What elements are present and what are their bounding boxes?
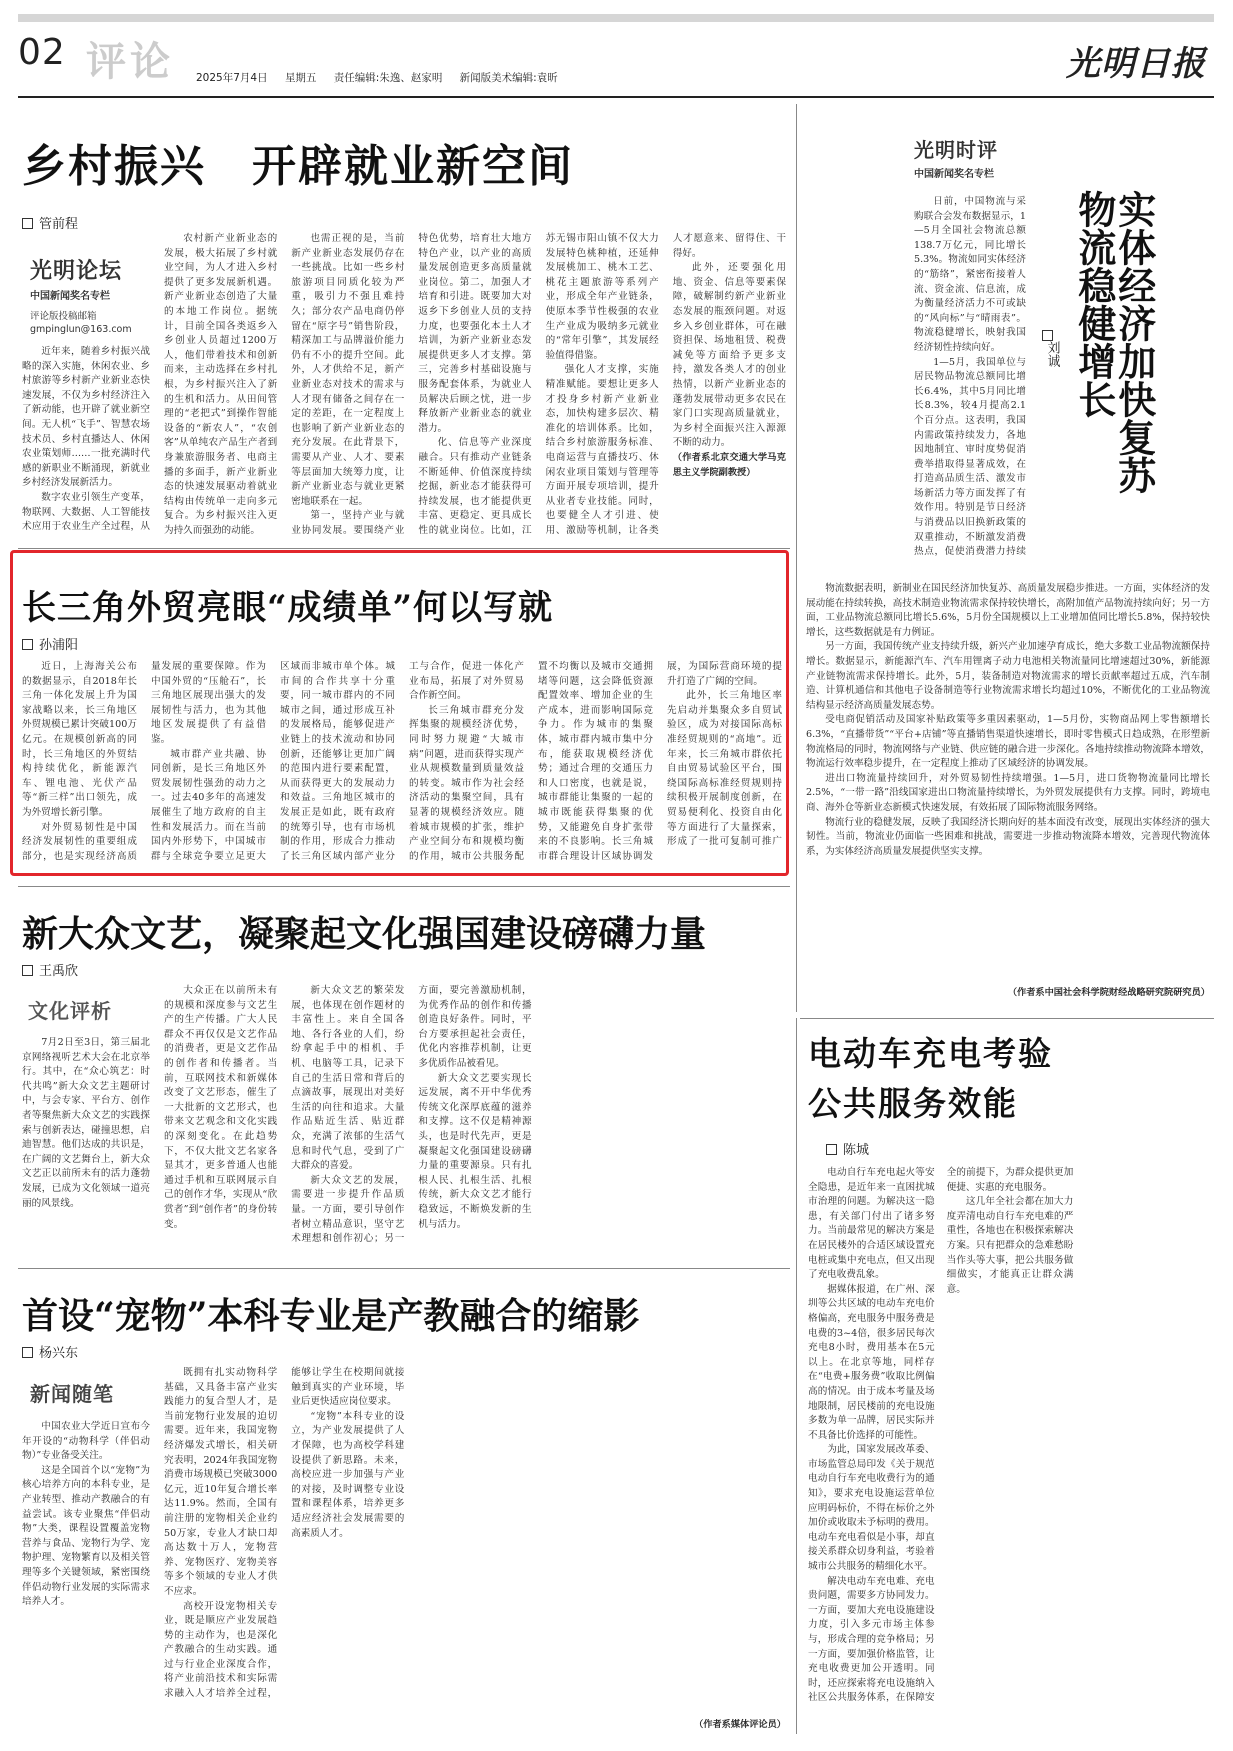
issue-info (196, 70, 572, 85)
article-2-para-1: 日前，中国物流与采购联合会发布数据显示，1—5月全国社会物流总额138.7万亿元，同比增长5.3%。物流如同实体经济的“筋络”，紧密衔接着人流、资金流、信息流，成为衡量经济活力不可或缺的“风向标”与“晴雨表”。物流稳健增长，映射我国经济韧性持续向好。 (914, 196, 1026, 353)
article-6-signature-block (164, 1718, 786, 1734)
article-3-author: 孙浦阳 (22, 634, 78, 653)
forum-column-title: 光明论坛 (30, 259, 123, 284)
section-title: 评论 (86, 38, 174, 85)
article-4-para-5: 新大众文艺要实现长远发展，离不开中华优秀传统文化深厚底蕴的滋养和支撑。这不仅是精神源头，也是时代先声，更是凝聚起文化强国建设磅礴力量的重要源泉。只有扎根人民、扎根生活、扎根传统，新大众文艺才能行稳致远，不断焕发新的生机与活力。 (418, 1072, 532, 1230)
article-5-para-3: 为此，国家发展改革委、市场监管总局印发《关于规范电动自行车充电收费行为的通知》，要求充电设施运营单位应明码标价，不得在标价之外加价或收取未予标明的费用。电动车充电看似是小事，却直接关系群众切身利益，考验着城市公共服务的精细化水平。 (808, 1444, 935, 1573)
article-6-para-1: 中国农业大学近日宣布今年开设的“动物科学（伴侣动物）”专业备受关注。 (22, 1421, 150, 1462)
article-5-body (808, 1166, 1212, 1732)
article-1-body (164, 232, 786, 544)
article-4-para-1: 7月2日至3日，第三届北京网络视听艺术大会在北京举行。其中，在“众心筑艺：时代共鸣”新大众文艺主题研讨中，与会专家、平台方、创作者等聚焦新大众文艺的实践探索与创新表达，碰撞思想，启迪智慧。他们达成的共识是，在广阔的文艺舞台上，新大众文艺正以前所未有的活力蓬勃发展，已成为文化领域一道亮丽的风景线。 (22, 1037, 150, 1209)
article-3-top-rule (18, 548, 790, 549)
article-5-title-line-1: 电动车充电考验 (808, 1034, 1053, 1073)
article-4-body (164, 984, 786, 1248)
article-4-author: 王禹欣 (22, 960, 78, 979)
article-3-para-4: 长三角城市群充分发挥集聚的规模经济优势，同时努力规避“大城市病”问题，进而获得实现产业从规模数量到质量效益的转变。城市作为社会经济活动的集聚空间，具有显著的规模经济效应。随着城市规模的扩张，维护产业空间分布和规模均衡的作用，城市公共服务配置不均衡以及城市交通拥堵等问题，这会降低资源配置效率、增加企业的生产成本，进而影响国际竞争力。作为城市的集聚体，城市群内城市集中分布，能获取规模经济优势；通过合理的交通压力和人口密度，也就是说，城市群能让集聚的一起的城市既能获得集聚的优势，又能避免自身扩张带来的不良影响。长三角城市群合理设计区域协调发展，为国际营商环境的提升打造了广阔的空间。 (409, 661, 782, 862)
article-1-para-7: 强化人才支撑，实施精准赋能。要想让更多人才投身乡村新产业新业态，加快构建多层次、精准化的培训体系。比如，结合乡村旅游服务标准、电商运营与直播技巧、休闲农业项目策划与管理等方面开展专项培训，提升从业者专业技能。同时，也要健全人才引进、使用、激励等机制，让各类人才愿意来、留得住、干得好。 (545, 233, 786, 536)
article-2-para-2: 1—5月，我国单位与居民物品物流总额同比增长6.4%，其中5月同比增长8.3%，较4月提高2.1个百分点。这表明，我国内需政策持续发力，各地因地制宜、审时度势促消费举措取得显著成效，在打造高品质生活、激发市场新活力等方面发挥了有效作用。特别是节日经济与消费品以旧换新政策的双重推动，不断激发消费热点，促使消费潜力持续 (914, 356, 1026, 558)
culture-column-badge (28, 995, 112, 1024)
newspaper-logo: 光明日报 (1066, 44, 1206, 84)
article-4-para-2: 大众正在以前所未有的规模和深度参与文艺生产的生产传播。广大人民群众不再仅仅是文艺作品的消费者，更是文艺作品的创作者和传播者。当前，互联网技术和新媒体改变了文艺形态，催生了一大批新的文艺形式，也带来文艺观念和文化实践的深刻变化。在此趋势下，不仅大批文艺名家各显其才，更多普通人也能通过手机和互联网展示自己的创作才华，实现从“欣赏者”到“创作者”的身份转变。 (164, 985, 278, 1230)
article-6-lead-column (22, 1420, 150, 1732)
top-gray-bar (18, 14, 1214, 22)
article-2-para-5: 受电商促销活动及国家补贴政策等多重因素驱动，1—5月份，实物商品网上零售额增长6.3%，“直播带货”“平台+店铺”等直播销售渠道快速增长，即时零售模式日趋成熟，在形塑新物流格局的同时，物流网络与产业链、供应链的融合进一步深化。各地持续推动物流降本增效，物流运行效率稳步提升，在一定程度上推动了区域经济的协调发展。 (806, 714, 1210, 770)
article-5-para-2: 据媒体报道，在广州、深圳等公共区域的电动车充电价格偏高，充电服务中服务费是电费的3~4倍，很多居民每次充电8小时，费用基本在5元以上。在北京等地，同样存在“电费+服务费”收取比例偏高的情况。由于成本考量及场地限制，居民楼前的充电设施多数为单一品牌，居民实际并不具备比价选择的可能性。 (808, 1283, 935, 1441)
article-6-author: 杨兴东 (22, 1342, 78, 1361)
masthead (18, 30, 1214, 92)
article-2-author: 刘诚 (1042, 330, 1062, 367)
article-5-top-rule (800, 1018, 1214, 1019)
article-5-para-4: 解决电动车充电难、充电贵问题，需要多方协同发力。一方面，要加大充电设施建设力度，引入多元市场主体参与，形成合理的竞争格局；另一方面，要加强价格监管，让充电收费更加公开透明。同时，还应探索将充电设施纳入社区公共服务体系，在保障安全的前提下，为群众提供更加便捷、实惠的充电服务。 (808, 1167, 1074, 1704)
article-2-para-4: 另一方面，我国传统产业支持续升级，新兴产业加速孕育成长，绝大多数工业品物流额保持增长。数据显示，新能源汽车、汽车用锂离子动力电池相关物流量同比增速超过30%，新能源产业链物流需求保持增长。此外，5月，装备制造对物流需求的增长贡献率超过五成，汽车制造、计算机通信和其他电子设备制造等行业物流需求增长均超过10%，不断优化的工业品物流结构显示经济高质量发展态势。 (806, 641, 1210, 711)
shiping-column-title: 光明时评 (914, 138, 998, 162)
article-3-para-3: 城市群产业共融、协同创新，是长三角地区外贸发展韧性强劲的动力之一。过去40多年的高速发展催生了地方政府的自主性和发展活力。而在当前国内外形势下，中国城市群与全球竞争要立足更大区域而非城市单个体。城市间的合作共享十分重要，同一城市群内的不同城市之间，通过形成互补的发展格局，能够促进产业链上的技术流动和协同创新，还能够让更加广阔的范围内进行要素配置，从而获得更大的发展动力和效益。三角地区城市的发展正是如此，既有政府的统筹引导，也有市场机制的作用，形成合力推动了长三角区域内部产业分工与合作，促进一体化产业布局，拓展了对外贸易合作新空间。 (151, 661, 524, 862)
article-2-para-7: 物流行业的稳健发展，反映了我国经济长期向好的基本面没有改变，展现出实体经济的强大韧性。当前，物流业仍面临一些困难和挑战，需要进一步推动物流降本增效，完善现代物流体系，为实体经济高质量发展提供坚实支撑。 (806, 816, 1210, 857)
article-1-para-2: 数字农业引领生产变革，物联网、大数据、人工智能技术应用于农业生产全过程，从 (22, 491, 150, 533)
article-3-title: 长三角外贸亮眼“成绩单”何以写就 (22, 588, 554, 628)
right-column-divider-lower (796, 1018, 797, 1734)
article-6-para-5: “宠物”本科专业的设立，为产业发展提供了人才保障，也为高校学科建设提供了新思路。未来，高校应进一步加强与产业的对接，及时调整专业设置和课程体系，培养更多适应经济社会发展需要的高素质人才。 (291, 1410, 405, 1539)
forum-mail-address: gmpinglun@163.com (30, 324, 132, 335)
article-4-title: 新大众文艺，凝聚起文化强国建设磅礴力量 (22, 913, 707, 955)
article-6-body (164, 1366, 786, 1716)
article-1-title: 乡村振兴 开辟就业新空间 (22, 141, 574, 192)
right-column-divider (796, 104, 797, 1012)
article-5-author: 陈城 (826, 1139, 869, 1158)
article-4-lead-column (22, 1036, 150, 1248)
article-4-para-3: 新大众文艺的繁荣发展，也体现在创作题材的丰富性上。来自全国各地、各行各业的人们，纷纷拿起手中的相机、手机、电脑等工具，记录下自己的生活日常和背后的点滴故事，展现出对美好生活的向往和追求。大量作品贴近生活、贴近群众，充满了浓郁的生活气息和时代气息，受到了广大群众的喜爱。 (291, 985, 405, 1172)
article-1-signature: （作者系北京交通大学马克思主义学院副教授） (672, 451, 786, 478)
article-1-para-4: 也需正视的是，当前新产业新业态发展仍存在一些挑战。比如一些乡村旅游项目同质化较为严重，吸引力不强且难持久；部分农产品电商仍停留在“原字号”销售阶段，精深加工与品牌溢价能力仍有不小的提升空间。此外，人才供给不足，新产业新业态对技术的需求与人才现有储备之间存在一定的差距，在一定程度上也影响了新产业新业态的充分发展。在此背景下，需要从产业、人才、要素等层面加大统筹力度，让新产业新业态与就业更紧密地联系在一起。 (291, 233, 405, 507)
forum-mail-label: 评论版投稿邮箱 (30, 311, 97, 322)
article-1-para-5: 第一，坚持产业与就业协同发展。要围绕产业特色优势，培育壮大地方特色产业，以产业的高质量发展创造更多高质量就业岗位。第二，加强人才培育和引进。既要加大对返乡下乡创业人员的支持力度，也要强化本土人才培训，为新产业新业态发展提供更多人才支撑。第三，完善乡村基础设施与服务配套体系，为就业人员解决后顾之忧，进一步释放新产业新业态的就业潜力。 (291, 233, 532, 536)
article-3-body (22, 660, 782, 866)
news-column-title: 新闻随笔 (30, 1382, 114, 1406)
article-1-para-8: 此外，还要强化用地、资金、信息等要素保障，破解制约新产业新业态发展的瓶颈问题。对返乡入乡创业群体，可在融资担保、场地租赁、税费减免等方面给予更多支持，激发各类人才的创业热情，以新产业新业态的蓬勃发展带动更多农民在家门口实现高质量就业，为乡村全面振兴注入源源不断的动力。 (672, 262, 786, 449)
article-1-para-3: 农村新产业新业态的发展，极大拓展了乡村就业空间，为人才进入乡村提供了更多发展新机遇。新产业新业态创造了大量的本地工作岗位。据统计，目前全国各类返乡入乡创业人员超过1200万人，他们带着技术和创新而来，主动选择在乡村扎根，为乡村振兴注入了新的生机和活力。从田间管理的“老把式”到操作智能设备的“新农人”，“农创客”从单纯农产品生产者到身兼旅游服务者、电商主播的多面手，新产业新业态的快速发展驱动着就业结构由传统单一走向多元复合。为乡村振兴注入更为持久而强劲的动能。 (164, 233, 278, 536)
issue-weekday: 星期五 (284, 72, 317, 84)
article-1-para-1: 近年来，随着乡村振兴战略的深入实施，休闲农业、乡村旅游等乡村新产业新业态快速发展，不仅为乡村经济注入了新动能，也开辟了就业新空间。无人机“飞手”、智慧农场技术员、乡村直播达人、休闲农业策划师……一批充满时代感的新职业不断涌现，新就业乡村经济发展新活力。 (22, 346, 150, 489)
art-editor: 新闻版美术编辑:袁昕 (459, 72, 558, 84)
shiping-column-badge (914, 134, 998, 180)
page-number: 02 (18, 32, 66, 73)
responsible-editors: 责任编辑:朱逸、赵家明 (333, 72, 443, 84)
article-5-title-line-2: 公共服务效能 (808, 1084, 1018, 1123)
article-6-para-4: 高校开设宠物相关专业，既是顺应产业发展趋势的主动作为，也是深化产教融合的生动实践。通过与行业企业深度合作，将产业前沿技术和实际需求融入人才培养全过程，能够让学生在校期间就接触到真实的产业环境，毕业后更快适应岗位要求。 (164, 1367, 405, 1700)
article-3-para-5: 此外，长三角地区率先启动并集聚众多自贸试验区，成为对接国际高标准经贸规则的“高地”。近年来，长三角城市群依托自由贸易试验区平台，围绕国际高标准经贸规则持续积极开展制度创新，在贸易便利化、投资自由化等方面进行了大量探索，形成了一批可复制可推广 (667, 690, 782, 848)
article-6-signature: （作者系媒体评论员） (694, 1719, 786, 1730)
article-6-para-2: 这是全国首个以“宠物”为核心培养方向的本科专业，是产业转型、推动产教融合的有益尝试。该专业聚焦“伴侣动物”大类，课程设置覆盖宠物营养与食品、宠物行为学、宠物护理、宠物繁育以及相关管理等多个关键领域，紧密围绕伴侣动物行业发展的实际需求培养人才。 (22, 1464, 150, 1608)
article-5-para-1: 电动自行车充电起火等安全隐患，是近年来一直困扰城市治理的问题。为解决这一隐患，有关部门付出了诸多努力。当前最常见的解决方案是在居民楼外的合适区域设置充电桩或集中充电点，但又出现了充电收费乱象。 (808, 1167, 935, 1281)
issue-date: 2025年7月4日 (196, 72, 268, 84)
article-3-para-2: 对外贸易韧性是中国经济发展韧性的重要组成部分，也是实现经济高质量发展的重要保障。作为中国外贸的“压舱石”，长三角地区展现出强大的发展韧性与活力，也为其他地区发展提供了有益借鉴。 (22, 661, 266, 862)
article-2-para-6: 进出口物流量持续回升，对外贸易韧性持续增强。1—5月，进口货物物流量同比增长2.5%，“一带一路”沿线国家进出口物流量持续增长，为外贸发展提供有力支撑。同时，跨境电商、海外仓等新业态新模式快速发展，有效拓展了国际物流服务网络。 (806, 772, 1210, 813)
article-6-para-3: 既拥有扎实动物科学基础，又具备丰富产业实践能力的复合型人才，是当前宠物行业发展的迫切需要。近年来，我国宠物经济爆发式增长，相关研究表明，2024年我国宠物消费市场规模已突破3000亿元，近10年复合增长率达11.9%。然而，全国有前注册的宠物相关企业约50万家，专业人才缺口却高达数十万人，宠物营养、宠物医疗、宠物美容等多个领域的专业人才供不应求。 (164, 1367, 278, 1597)
article-2-para-3: 物流数据表明，新制业在国民经济加快复苏、高质量发展稳步推进。一方面，实体经济的发展动能在持续转换，高技术制造业物流需求保持较快增长，高附加值产品物流持续向好；另一方面，工业品物流总额同比增长5.6%，5月份全国规模以上工业增加值同比增长5.8%，保持较快增长，这些数据就是有力例证。 (806, 583, 1210, 638)
article-2-lead-column (914, 195, 1026, 573)
article-6-title: 首设“宠物”本科专业是产教融合的缩影 (22, 1295, 640, 1337)
article-2-signature-block (806, 986, 1210, 1004)
article-1-para-6: 化、信息等产业深度融合。只有推动产业链条不断延伸、价值深度持续挖掘，新业态才能获得可持续发展，也才能提供更丰富、更稳定、更具成长性的就业岗位。比如，江苏无锡市阳山镇不仅大力发展特色桃种植，还延伸发展桃加工、桃木工艺、桃花主题旅游等系列产业，形成全年产业链条，使原本季节性极强的农业生产业成为吸纳多元就业的“常年引擎”，其发展经验值得借鉴。 (418, 233, 659, 536)
article-1-author: 管前程 (22, 213, 78, 232)
article-4-para-4: 新大众文艺的发展，需要进一步提升作品质量。一方面，要引导创作者树立精品意识，坚守艺术理想和创作初心；另一方面，要完善激励机制，为优秀作品的创作和传播创造良好条件。同时，平台方要承担起社会责任，优化内容推荐机制，让更多优质作品被看见。 (291, 985, 532, 1245)
news-column-badge (30, 1378, 114, 1407)
forum-column-badge (30, 254, 132, 335)
article-6-top-rule (18, 1268, 790, 1269)
article-2-body (806, 582, 1210, 984)
forum-column-subtitle: 中国新闻奖名专栏 (30, 291, 110, 302)
article-4-top-rule (18, 886, 790, 887)
shiping-column-subtitle: 中国新闻奖名专栏 (914, 169, 994, 180)
culture-column-title: 文化评析 (28, 999, 112, 1023)
article-2-title: 实体经济加快复苏 物流稳健增长 (1071, 190, 1157, 532)
article-5-para-5: 这几年全社会都在加大力度弄清电动自行车充电难的严重性，各地也在积极探索解决方案。只有把群众的急难愁盼当作头等大事，把公共服务做细做实，才能真正让群众满意。 (946, 1196, 1074, 1295)
article-1-lead-column (22, 345, 150, 543)
masthead-rule (18, 96, 1214, 98)
article-2-signature: （作者系中国社会科学院财经战略研究院研究员） (1007, 987, 1210, 998)
article-3-para-1: 近日，上海海关公布的数据显示，自2018年长三角一体化发展上升为国家战略以来，长三角地区外贸规模已累计突破100万亿元。在规模创新高的同时，长三角地区的外贸结构持续优化，新能源汽车、锂电池、光伏产品等“新三样”出口领先，成为外贸增长新引擎。 (22, 661, 137, 818)
